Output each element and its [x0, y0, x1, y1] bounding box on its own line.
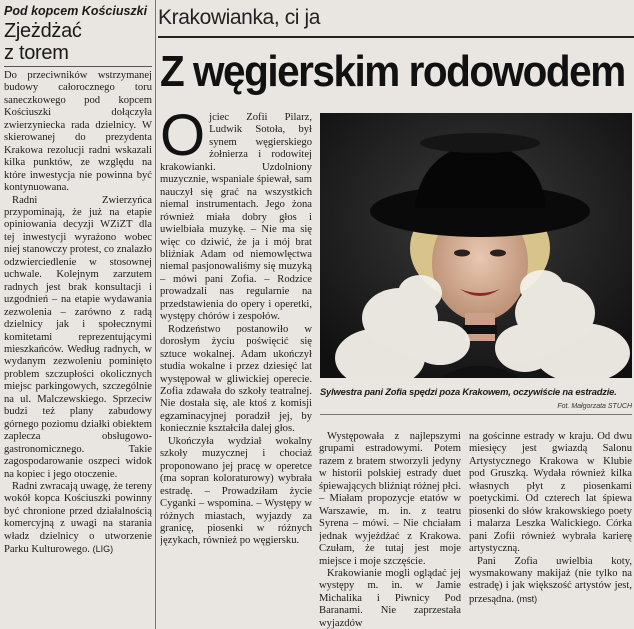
drop-cap: O [160, 112, 206, 168]
photo-rule [320, 414, 632, 415]
section-header [158, 6, 634, 30]
article-paragraph-text: Pani Zofia uwielbia koty, wysmakowany makijaż (nie tylko na estradę) i jak większość artystów jest, przesądna. [469, 555, 632, 605]
article-headline: Z węgierskim rodowodem [160, 47, 625, 96]
section-rule [158, 36, 634, 38]
left-body [4, 70, 152, 557]
column-divider [155, 0, 156, 629]
article-column-2 [319, 431, 461, 629]
left-headline [4, 20, 152, 64]
article-paragraph [469, 556, 632, 607]
article-column-1 [160, 112, 312, 629]
left-signature: (LIG) [92, 544, 114, 555]
article-paragraph: na gościnne estrady w kraju. Od dwu miesięcy jest gwiazdą Salonu Artystycznego Krakowa w Klubie pod Gruszką. Wydała również kilka własnych płyt z piosenkami poetyckimi. Od czterech lat śpiewa piosenki do słów krakowskiego poety i malarza Leszka Walickiego. Córka pani Zofii również wybrała karierę artystyczną. [469, 431, 632, 555]
photo-caption: Sylwestra pani Zofia spędzi poza Krakowem, oczywiście na estradzie. [320, 386, 617, 397]
left-kicker: Pod kopcem Kościuszki [4, 4, 148, 18]
left-paragraph-text: Radni zwracają uwagę, że tereny wokół kopca Kościuszki powinny być chronione przed działalnością komercyjną z uwagi na starania władz dzielnicy o utworzenie Parku Kulturowego. [4, 480, 152, 556]
left-headline-line2: z torem [4, 42, 69, 64]
article-photo [320, 113, 632, 378]
article-column-3 [469, 431, 632, 629]
section-title: Krakowianka, ci ja [158, 6, 321, 29]
photo-portrait-illustration [320, 113, 632, 378]
article-paragraph [160, 112, 312, 324]
article-signature: (mst) [516, 593, 538, 604]
article-paragraph: Ukończyła wydział wokalny szkoły muzycznej i chociaż proponowano jej pracę w operetce (ma sopran koloraturowy) wybrała estradę. – Prowadziłam życie Cyganki – wspomina. – Występy w różnych miastach, wyjazdy za granicę, piosenki w różnych językach, również po węgiersku. [160, 435, 312, 547]
left-rule [4, 66, 152, 67]
left-headline-line1: Zjeżdżać [4, 20, 82, 42]
article-paragraph: Rodzeństwo postanowiło w dorosłym życiu poświęcić się sztuce wokalnej. Adam ukończył studia wokalne i przez dziesięć lat występował w gliwickiej operecie. Zofia zdawała do szkoły teatralnej. Nie dostała się, ale ktoś z komisji egzaminacyjnej poradził jej, by koniecznie kształciła dalej głos. [160, 323, 312, 435]
left-column-article [4, 4, 152, 629]
article-paragraph: Występowała z najlepszymi grupami estradowymi. Potem razem z bratem stworzyli jedyny w historii polskiej estrady duet śpiewających bliźniąt różnej płci. – Miałam propozycje etatów w Warszawie, m. in. z teatru Syrena – mówi. – Nie chciałam jednak wyjeżdżać z Krakowa. Czułam, że tutaj jest moje miejsce i moje szczęście. [319, 431, 461, 567]
left-paragraph: Do przeciwników wstrzymanej budowy całorocznego toru saneczkowego pod kopcem Kościuszki dołączyła zwierzyniecka rada dzielnicy. W skierowanej do prezydenta Krakowa rezolucji radni wskazali kilka punktów, ze względu na które inwestycja nie powinna być kontynuowana. [4, 70, 152, 194]
article-paragraph: Krakowianie mogli oglądać jej występy m. in. w Jamie Michalika i Piwnicy Pod Baranami. Nie zaprzestała wyjazdów [319, 567, 461, 629]
left-paragraph: Radni Zwierzyńca przypominają, że już na etapie opiniowania decyzji WZiZT dla tej inwestycji wyrażono wobec niej stanowczy protest, co znalazło odzwierciedlenie w stosownej uchwale. Kolejnym zarzutem radnych jest brak konsultacji i uzgodnień – na etapie wydawania zezwolenia – zarówno z radą dzielnicy jak i społecznymi komitetami reprezentującymi mieszkańców. Według radnych, w wydanym zezwoleniu pominięto problem szczupłości okolicznych miejsc parkingowych, szczególnie na ul. Malczewskiego. Sprzeciw budzi też plany zabudowy górnego poziomu działki obiektem zaplecza obsługowo-gastronomicznego. Takie zagospodarowanie oszpeci widok na kopiec i jego otoczenie. [4, 194, 152, 480]
article-paragraph-text: jciec Zofii Pilarz, Ludwik Sotoła, był synem węgierskiego żołnierza i rodowitej krakowianki. Uzdolniony muzycznie, wspaniale śpiewał, sam nauczył się grać na wszystkich niemal instrumentach. Jego żona również miała dobry głos i uwielbiała muzykę. – Nie ma się więc co dziwić, że ja i mój brat bliźniak Adam od niemowlęctwa niemal pasjonowaliśmy się muzyką – mówi pani Zofia. – Rodzice prowadzali nas regularnie na przedstawienia do opery i operetki, występy chórów i zespołów. [160, 112, 312, 323]
photo-credit: Fot. Małgorzata STUCH [557, 403, 632, 410]
left-paragraph [4, 481, 152, 557]
